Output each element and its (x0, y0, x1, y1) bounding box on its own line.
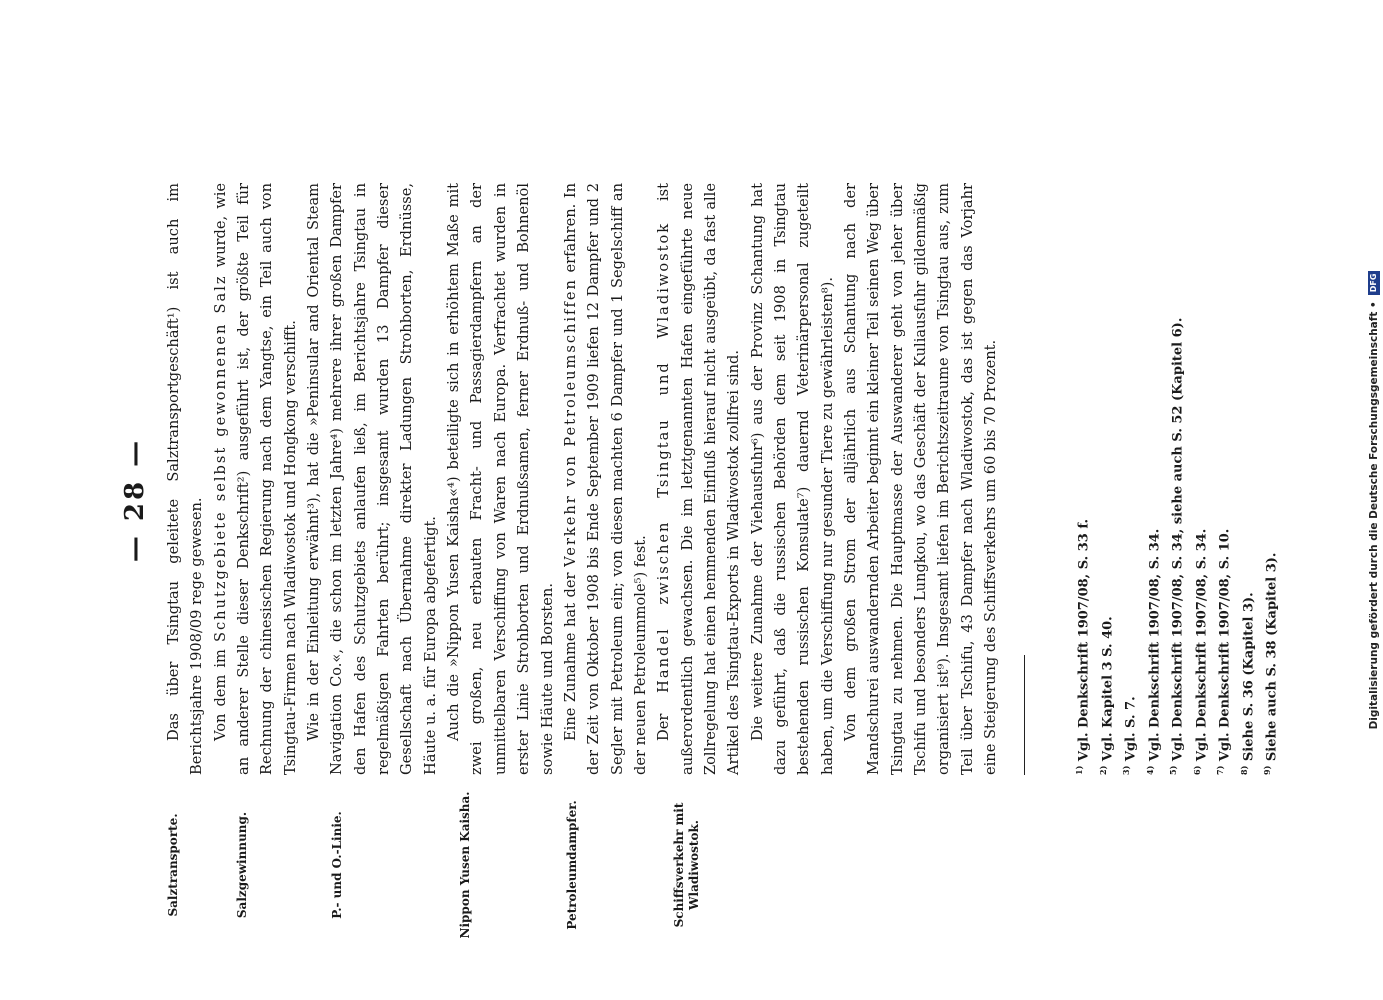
footnote-item (1235, 155, 1259, 775)
footnote-mark: 5) (1168, 765, 1179, 775)
footnote-text: Vgl. Denkschrift 1907/08, S. 34. (1193, 528, 1209, 762)
paragraph-rest: erfahren. In der Zeit von Oktober 1908 bis Ende September 1909 liefen 12 Dampfer und 2 Segler mit Petroleum ein; von diesen machten 6 Dampfer und 1 Segelschiff an der neuen Petroleummole⁵) fest. (561, 183, 649, 775)
footnote-mark: 4) (1144, 765, 1155, 775)
footnote-item (1094, 155, 1118, 775)
digitization-credit-text: Digitalisierung gefördert durch die Deutsche Forschungsgemeinschaft • (1368, 301, 1380, 730)
footnote-text: Vgl. S. 7. (1123, 696, 1139, 762)
dfg-logo: DFG (1368, 271, 1380, 296)
footnote-item (1141, 155, 1165, 775)
paragraph-lead: Von dem im (211, 649, 229, 741)
footnote-text: Siehe S. 36 (Kapitel 3). (1241, 592, 1257, 762)
paragraph-lead: Der (655, 713, 673, 741)
footnote-mark: 3) (1121, 765, 1132, 775)
footnote-item (1188, 155, 1212, 775)
footnote-mark: 7) (1215, 765, 1226, 775)
footnote-text: Siehe auch S. 38 (Kapitel 3). (1264, 552, 1280, 762)
paragraph-nippon-yusen-kaisha: Auch die »Nippon Yusen Kaisha«⁴) beteiligte sich in erhöhtem Maße mit zwei großen, neu erbauten Fracht- und Passagierdampfern an der unmittelbaren Verschiffung von Waren nach Europa. Verfrachtet wurden in erster Linie Strohborten und Erdnußsamen, ferner Erdnuß- und Bohnenöl sowie Häute und Borsten. (445, 183, 556, 775)
footnote-item (1258, 155, 1282, 775)
paragraph-lead: Eine Zunahme hat der (561, 572, 579, 741)
body-text (162, 183, 1002, 775)
sidenote-nippon-yusen-kaisha: Nippon Yusen Kaisha. (458, 791, 472, 939)
footnote-item (1211, 155, 1235, 775)
paragraph-viehausfuhr: Die weitere Zunahme der Viehausfuhr⁶) aus der Provinz Schantung hat dazu geführt, daß die russischen Behörden dem seit 1908 in Tsingtau bestehenden russischen Konsulate⁷) dauernd Veterinärpersonal zugeteilt haben, um die Verschiffung nur gesunder Tiere zu gewährleisten⁸). (748, 183, 836, 775)
footnote-divider (1024, 655, 1025, 775)
footnote-mark: 1) (1074, 765, 1084, 775)
sidenote-salztransporte: Salztransporte. (166, 813, 180, 917)
page-number: — 28 — (120, 437, 150, 563)
footnote-text: Vgl. Denkschrift 1907/08, S. 10. (1217, 528, 1233, 762)
paragraph-salztransporte: Das über Tsingtau geleitete Salztransportgeschäft¹) ist auch im Berichtsjahre 1908/09 rege gewesen. (165, 183, 206, 775)
paragraph-petroleum (559, 183, 652, 775)
paragraph-auswanderer: Von dem großen Strom der alljährlich aus Schantung nach der Mandschurei auswandernden Arbeiter beginnt ein kleiner Teil seinen Weg über Tsingtau zu nehmen. Die Hauptmasse der Auswanderer geht von jeher über Tschifu und besonders Lungkou, wo das Geschäft der Kuliausfuhr gildenmäßig organisiert ist⁹). Insgesamt liefen im Berichtszeitraume von Tsingtau aus, zum Teil über Tschifu, 43 Dampfer nach Wladiwostok, das ist gegen das Vorjahr eine Steigerung des Schiffsverkehrs um 60 bis 70 Prozent. (841, 183, 1000, 775)
footnote-text: Vgl. Denkschrift 1907/08, S. 34. (1146, 528, 1162, 762)
sidenote-schiffsverkehr-wladiwostok: Schiffsverkehr mit Wladiwostok. (672, 802, 701, 928)
digitization-credit (1367, 0, 1381, 1000)
sidenote-salzgewinnung: Salzgewinnung. (235, 811, 249, 919)
paragraph-salzgewinnung (209, 183, 302, 775)
footnote-mark: 8) (1238, 765, 1249, 775)
paragraph-po-linie: Wie in der Einleitung erwähnt³), hat die »Peninsular and Oriental Steam Navigation Co.«, die schon im letzten Jahre⁴) mehrere ihrer großen Dampfer den Hafen des Schutzgebiets anlaufen ließ, im Berichtsjahre Tsingtau in regelmäßigen Fahrten berührt; insgesamt wurden 13 Dampfer dieser Gesellschaft nach Übernahme direkter Ladungen Strohborten, Erdnüsse, Häute u. a. für Europa abgefertigt. (305, 183, 439, 775)
footnote-item (1164, 155, 1188, 775)
spaced-emphasis: Schutzgebiete selbst gewonnenen Salz (211, 274, 229, 643)
spaced-emphasis: Handel zwischen Tsingtau und Wladiwostok (655, 221, 673, 693)
footnotes (1070, 155, 1282, 775)
sidenote-po-linie: P.- und O.-Linie. (330, 811, 344, 919)
paragraph-rest: wurde, wie an anderer Stelle dieser Denkschrift²) ausgeführt ist, der größte Teil für Rechnung der chinesischen Regierung nach dem Yangtse, ein Teil auch von Tsingtau-Firmen nach Wladiwostok und Hongkong verschifft. (211, 182, 299, 775)
paragraph-rest: ist außerordentlich gewachsen. Die im letztgenannten Hafen eingeführte neue Zollregelung hat einen hemmenden Einfluß hierauf nicht ausgeübt, da fast alle Artikel des Tsingtau-Exports in Wladiwostok zollfrei sind. (655, 182, 743, 775)
footnote-mark: 2) (1097, 765, 1108, 775)
footnote-mark: 9) (1262, 765, 1273, 775)
footnote-text: Vgl. Denkschrift 1907/08, S. 33 f. (1076, 519, 1092, 762)
footnote-item (1070, 155, 1094, 775)
footnote-text: Vgl. Denkschrift 1907/08, S. 34, siehe auch S. 52 (Kapitel 6). (1170, 317, 1186, 762)
sidenote-petroleumdampfer: Petroleumdampfer. (565, 800, 579, 930)
spaced-emphasis: Verkehr von Petroleumschiffen (561, 278, 579, 567)
footnote-mark: 6) (1191, 765, 1202, 775)
footnote-text: Vgl. Kapitel 3 S. 40. (1099, 616, 1115, 762)
paragraph-handel-wladiwostok (652, 183, 745, 775)
footnote-item (1117, 155, 1141, 775)
